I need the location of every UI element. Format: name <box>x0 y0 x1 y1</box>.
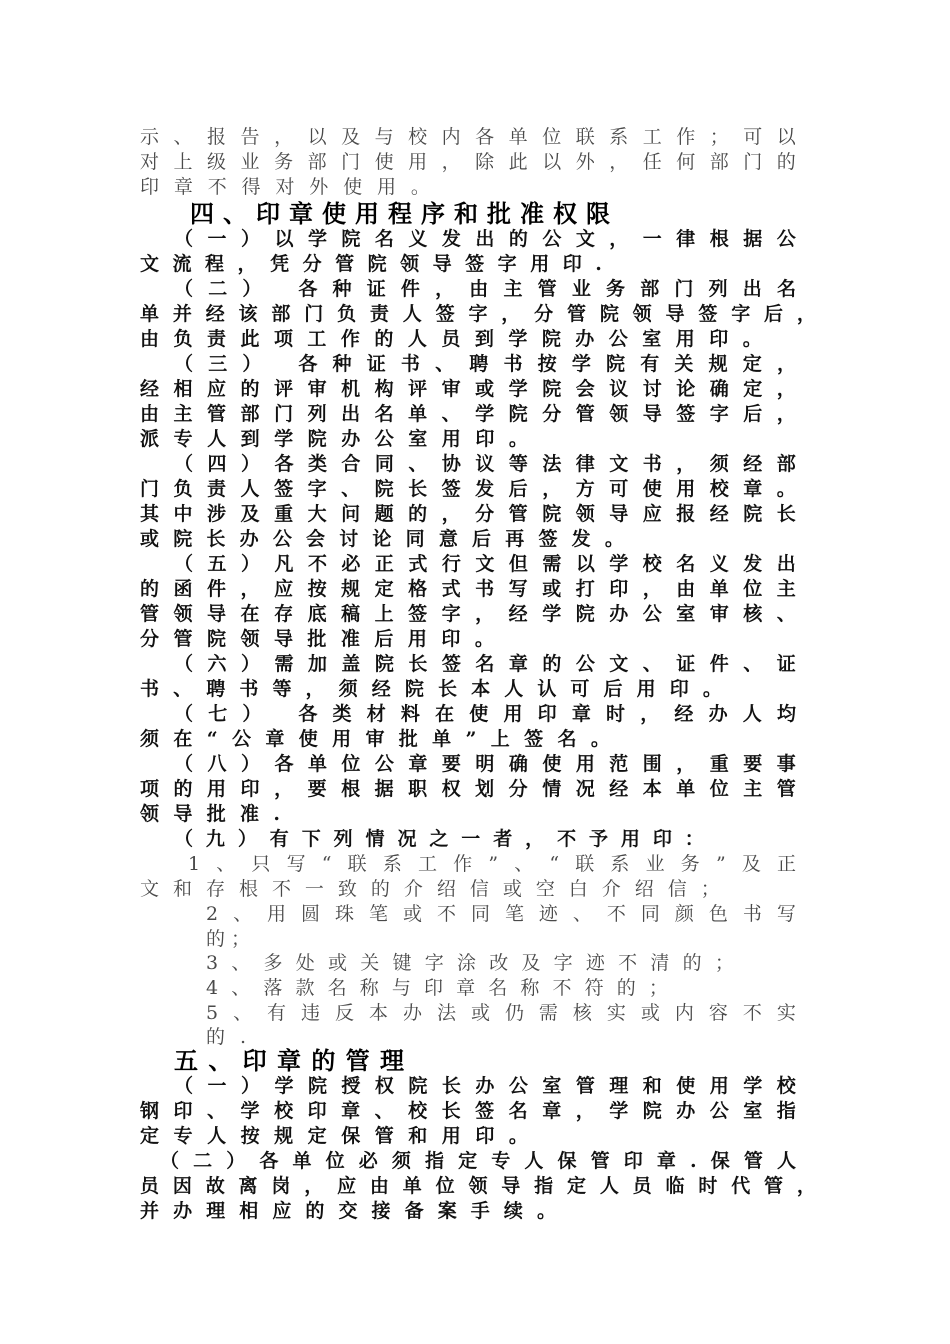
text-line: （ 九 ） 有 下 列 情 况 之 一 者 ， 不 予 用 印 ： <box>174 828 704 850</box>
text-line: 经 相 应 的 评 审 机 构 评 审 或 学 院 会 议 讨 论 确 定 ， <box>140 378 796 400</box>
text-line: 示 、 报 告 ， 以 及 与 校 内 各 单 位 联 系 工 作 ； 可 以 <box>140 126 796 148</box>
text-line: （ 五 ） 凡 不 必 正 式 行 文 但 需 以 学 校 名 义 发 出 <box>174 553 796 575</box>
text-line: 1 、 只 写 “ 联 系 工 作 ” 、 “ 联 系 业 务 ” 及 正 <box>188 853 796 875</box>
text-line: 员 因 故 离 岗 ， 应 由 单 位 领 导 指 定 人 员 临 时 代 管 ， <box>140 1175 816 1197</box>
text-line: 须 在 “ 公 章 使 用 审 批 单 ” 上 签 名 。 <box>140 728 610 750</box>
text-line: 印 章 不 得 对 外 使 用 。 <box>140 176 430 198</box>
text-line: （ 一 ） 以 学 院 名 义 发 出 的 公 文 ， 一 律 根 据 公 <box>174 228 796 250</box>
text-line: 派 专 人 到 学 院 办 公 室 用 印 。 <box>140 428 528 450</box>
text-line: 的 . <box>206 1026 246 1048</box>
text-line: （ 二 ） 各 种 证 件 ， 由 主 管 业 务 部 门 列 出 名 <box>174 278 796 300</box>
text-line: 书 、 聘 书 等 ， 须 经 院 长 本 人 认 可 后 用 印 。 <box>140 678 722 700</box>
text-line: （ 六 ） 需 加 盖 院 长 签 名 章 的 公 文 、 证 件 、 证 <box>174 653 796 675</box>
text-line: 管 领 导 在 存 底 稿 上 签 字 ， 经 学 院 办 公 室 审 核 、 <box>140 603 796 625</box>
text-line: 分 管 院 领 导 批 准 后 用 印 。 <box>140 628 494 650</box>
text-line: （ 三 ） 各 种 证 书 、 聘 书 按 学 院 有 关 规 定 ， <box>174 353 796 375</box>
text-line: 2 、 用 圆 珠 笔 或 不 同 笔 迹 、 不 同 颜 色 书 写 <box>206 903 796 925</box>
text-line: 单 并 经 该 部 门 负 责 人 签 字 ， 分 管 院 领 导 签 字 后 ， <box>140 303 816 325</box>
text-line: 3 、 多 处 或 关 键 字 涂 改 及 字 迹 不 清 的 ； <box>206 952 734 974</box>
text-line: 文 和 存 根 不 一 致 的 介 绍 信 或 空 白 介 绍 信 ； <box>140 878 720 900</box>
text-line: 的 函 件 ， 应 按 规 定 格 式 书 写 或 打 印 ， 由 单 位 主 <box>140 578 796 600</box>
text-line: （ 八 ） 各 单 位 公 章 要 明 确 使 用 范 围 ， 重 要 事 <box>174 753 796 775</box>
text-line: 其 中 涉 及 重 大 问 题 的 ， 分 管 院 领 导 应 报 经 院 长 <box>140 503 796 525</box>
text-line: （ 七 ） 各 类 材 料 在 使 用 印 章 时 ， 经 办 人 均 <box>174 703 796 725</box>
text-line: 并 办 理 相 应 的 交 接 备 案 手 续 。 <box>140 1200 556 1222</box>
section-heading: 五 、 印 章 的 管 理 <box>174 1046 404 1075</box>
text-line: 门 负 责 人 签 字 、 院 长 签 发 后 ， 方 可 使 用 校 章 。 <box>140 478 796 500</box>
section-heading: 四 、 印 章 使 用 程 序 和 批 准 权 限 <box>190 199 610 228</box>
text-line: （ 四 ） 各 类 合 同 、 协 议 等 法 律 文 书 ， 须 经 部 <box>174 453 796 475</box>
text-line: 定 专 人 按 规 定 保 管 和 用 印 。 <box>140 1125 528 1147</box>
text-line: 钢 印 、 学 校 印 章 、 校 长 签 名 章 ， 学 院 办 公 室 指 <box>140 1100 796 1122</box>
text-line: 的 ； <box>206 928 250 950</box>
text-line: 由 主 管 部 门 列 出 名 单 、 学 院 分 管 领 导 签 字 后 ， <box>140 403 796 425</box>
text-line: 领 导 批 准 . <box>140 803 280 825</box>
text-line: 对 上 级 业 务 部 门 使 用 ， 除 此 以 外 ， 任 何 部 门 的 <box>140 151 796 173</box>
text-line: 4 、 落 款 名 称 与 印 章 名 称 不 符 的 ； <box>206 977 668 999</box>
text-line: 项 的 用 印 ， 要 根 据 职 权 划 分 情 况 经 本 单 位 主 管 <box>140 778 796 800</box>
text-line: 5 、 有 违 反 本 办 法 或 仍 需 核 实 或 内 容 不 实 <box>206 1002 796 1024</box>
text-line: （ 一 ） 学 院 授 权 院 长 办 公 室 管 理 和 使 用 学 校 <box>174 1075 796 1097</box>
text-line: 文 流 程 ， 凭 分 管 院 领 导 签 字 用 印 . <box>140 253 602 275</box>
text-line: （ 二 ） 各 单 位 必 须 指 定 专 人 保 管 印 章 . 保 管 人 <box>160 1150 796 1172</box>
text-line: 由 负 责 此 项 工 作 的 人 员 到 学 院 办 公 室 用 印 。 <box>140 328 762 350</box>
text-line: 或 院 长 办 公 会 讨 论 同 意 后 再 签 发 。 <box>140 528 624 550</box>
